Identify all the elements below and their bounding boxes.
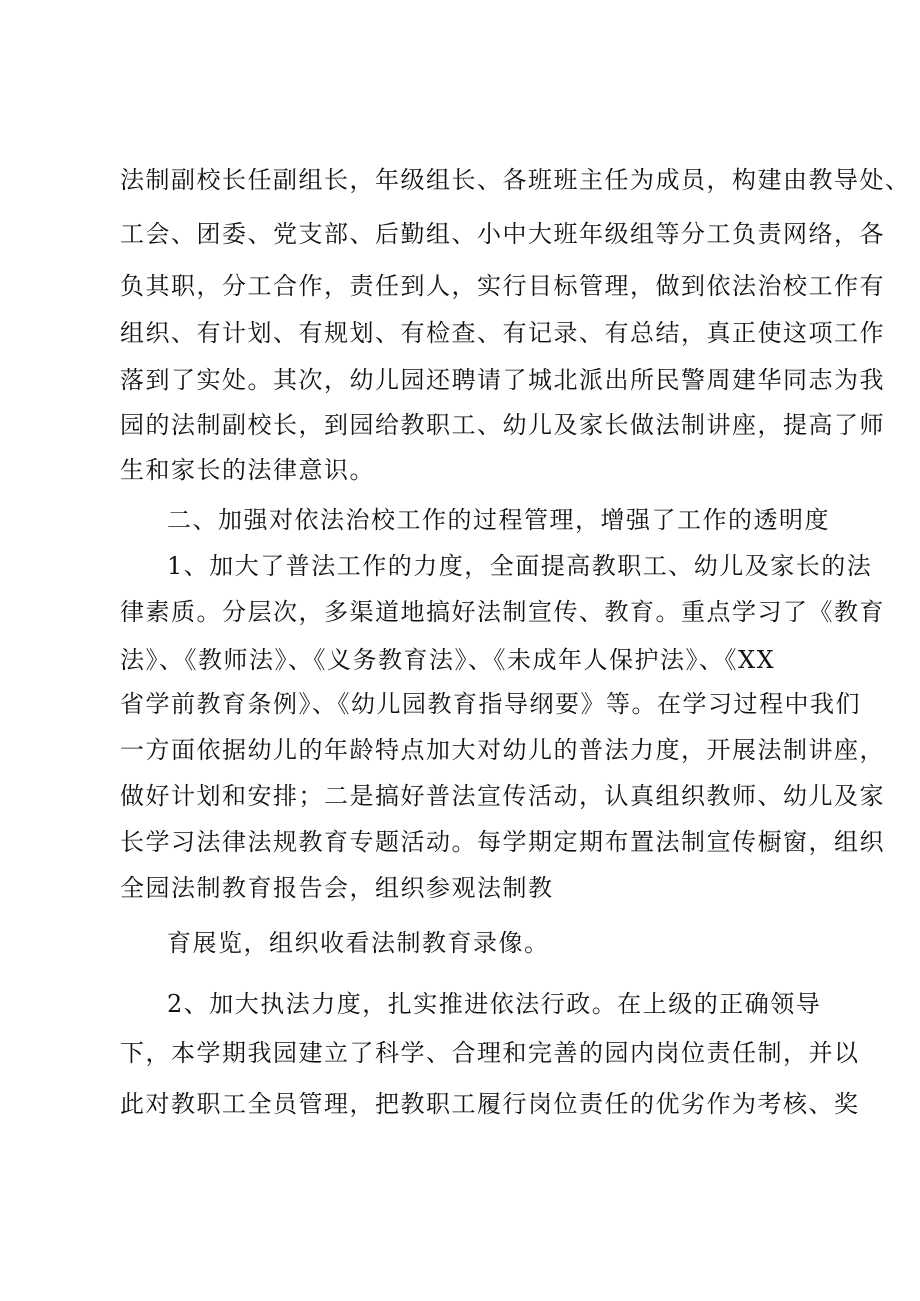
text-line: 长学习法律法规教育专题活动。每学期定期布置法制宣传橱窗，组织 [120,828,885,856]
text-line: 生和家长的法律意识。 [120,456,375,484]
text-line: 一方面依据幼儿的年龄特点加大对幼儿的普法力度，开展法制讲座， [120,736,885,764]
text-line: 做好计划和安排；二是搞好普法宣传活动，认真组织教师、幼儿及家 [120,782,885,810]
section-heading: 二、加强对依法治校工作的过程管理，增强了工作的透明度 [167,506,830,534]
text-line: 负其职，分工合作，责任到人，实行目标管理，做到依法治校工作有 [120,272,885,300]
text-line: 工会、团委、党支部、后勤组、小中大班年级组等分工负责网络，各 [120,220,885,248]
text-line: 全园法制教育报告会，组织参观法制教 [120,874,554,902]
text-line: 园的法制副校长，到园给教职工、幼儿及家长做法制讲座，提高了师 [120,411,885,439]
text-line: 2、加大执法力度，扎实推进依法行政。在上级的正确领导 [167,990,822,1018]
text-line: 此对教职工全员管理，把教职工履行岗位责任的优劣作为考核、奖 [120,1090,860,1118]
text-line: 1、加大了普法工作的力度，全面提高教职工、幼儿及家长的法 [167,552,873,580]
text-line: 下，本学期我园建立了科学、合理和完善的园内岗位责任制，并以 [120,1039,860,1067]
text-line: 落到了实处。其次，幼儿园还聘请了城北派出所民警周建华同志为我 [120,366,885,394]
text-line: 法》、《教师法》、《义务教育法》、《未成年人保护法》、《XX [120,646,776,674]
text-line: 组织、有计划、有规划、有检查、有记录、有总结，真正使这项工作 [120,319,885,347]
text-line: 省学前教育条例》、《幼儿园教育指导纲要》等。在学习过程中我们 [120,690,861,718]
text-line: 育展览，组织收看法制教育录像。 [167,929,550,957]
text-line: 法制副校长任副组长，年级组长、各班班主任为成员，构建由教导处、 [120,166,911,194]
text-line: 律素质。分层次，多渠道地搞好法制宣传、教育。重点学习了《教育 [120,598,885,626]
